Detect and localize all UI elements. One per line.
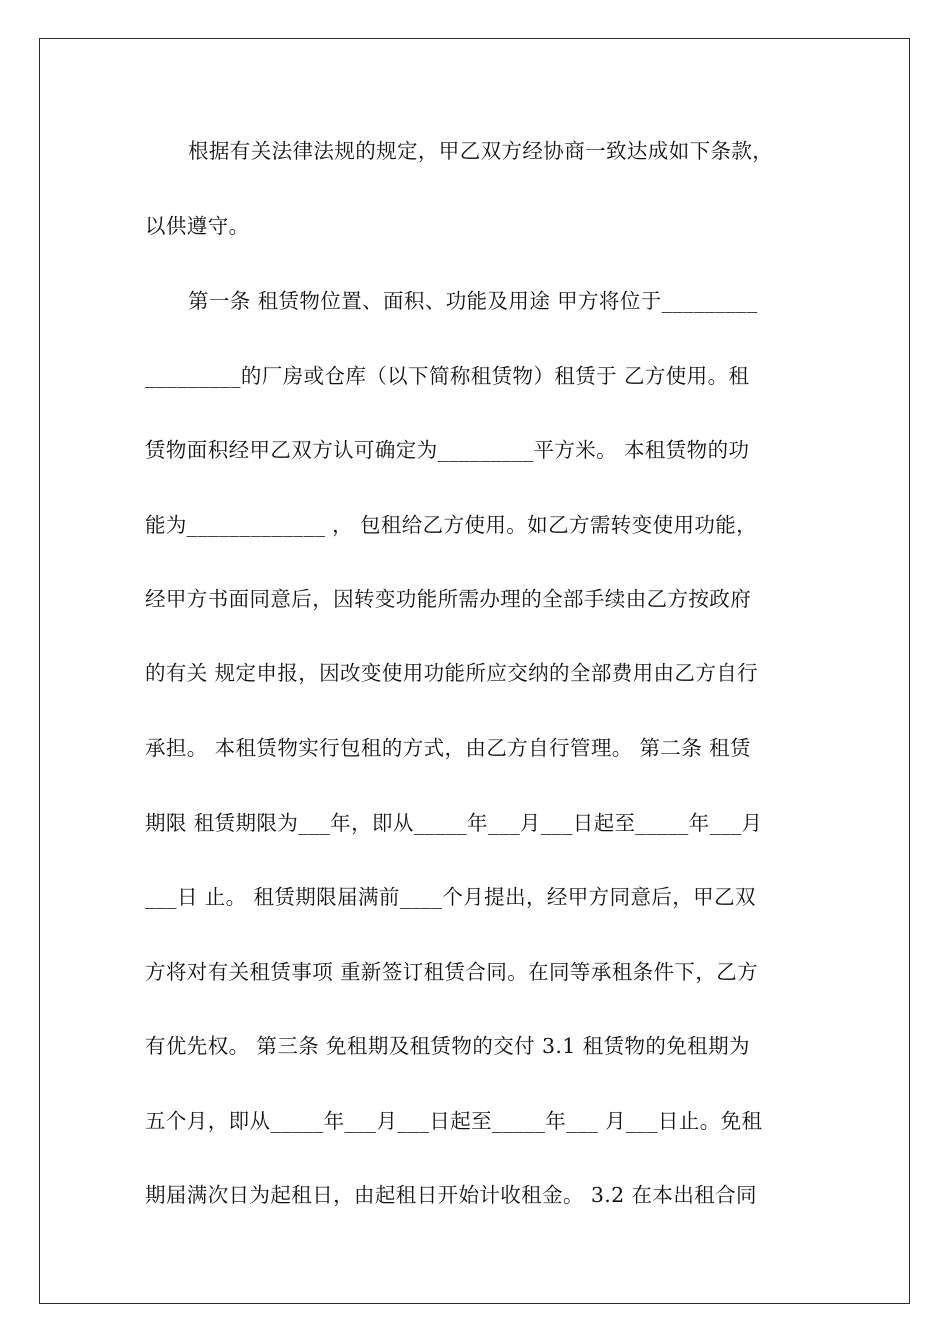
paragraph-line: 的有关 规定申报，因改变使用功能所应交纳的全部费用由乙方自行 [145,661,759,685]
paragraph-line: ___日 止。 租赁期限届满前____个月提出，经甲方同意后，甲乙双 [145,885,756,909]
paragraph-line: 根据有关法律法规的规定，甲乙双方经协商一致达成如下条款， [188,139,774,163]
paragraph-line: 以供遵守。 [145,214,250,238]
paragraph-line: 能为_____________ ， 包租给乙方使用。如乙方需转变使用功能， [145,513,758,537]
paragraph-line: 赁物面积经甲乙双方认可确定为_________平方米。 本租赁物的功 [145,438,750,462]
paragraph-line: 第一条 租赁物位置、面积、功能及用途 甲方将位于_________ [188,289,758,313]
paragraph-line: 方将对有关租赁事项 重新签订租赁合同。在同等承租条件下，乙方 [145,960,759,984]
paragraph-line: _________的厂房或仓库（以下简称租赁物）租赁于 乙方使用。租 [145,364,750,388]
paragraph-line: 有优先权。 第三条 免租期及租赁物的交付 3.1 租赁物的免租期为 [145,1034,750,1058]
paragraph-line: 经甲方书面同意后，因转变功能所需办理的全部手续由乙方按政府 [145,587,752,611]
paragraph-line: 期限 租赁期限为___年，即从_____年___月___日起至_____年___月 [145,811,763,835]
paragraph-line: 期届满次日为起租日，由起租日开始计收租金。 3.2 在本出租合同 [145,1183,757,1207]
paragraph-line: 五个月，即从_____年___月___日起至_____年___ 月___日止。免租 [145,1109,763,1133]
paragraph-line: 承担。 本租赁物实行包租的方式，由乙方自行管理。 第二条 租赁 [145,736,751,760]
